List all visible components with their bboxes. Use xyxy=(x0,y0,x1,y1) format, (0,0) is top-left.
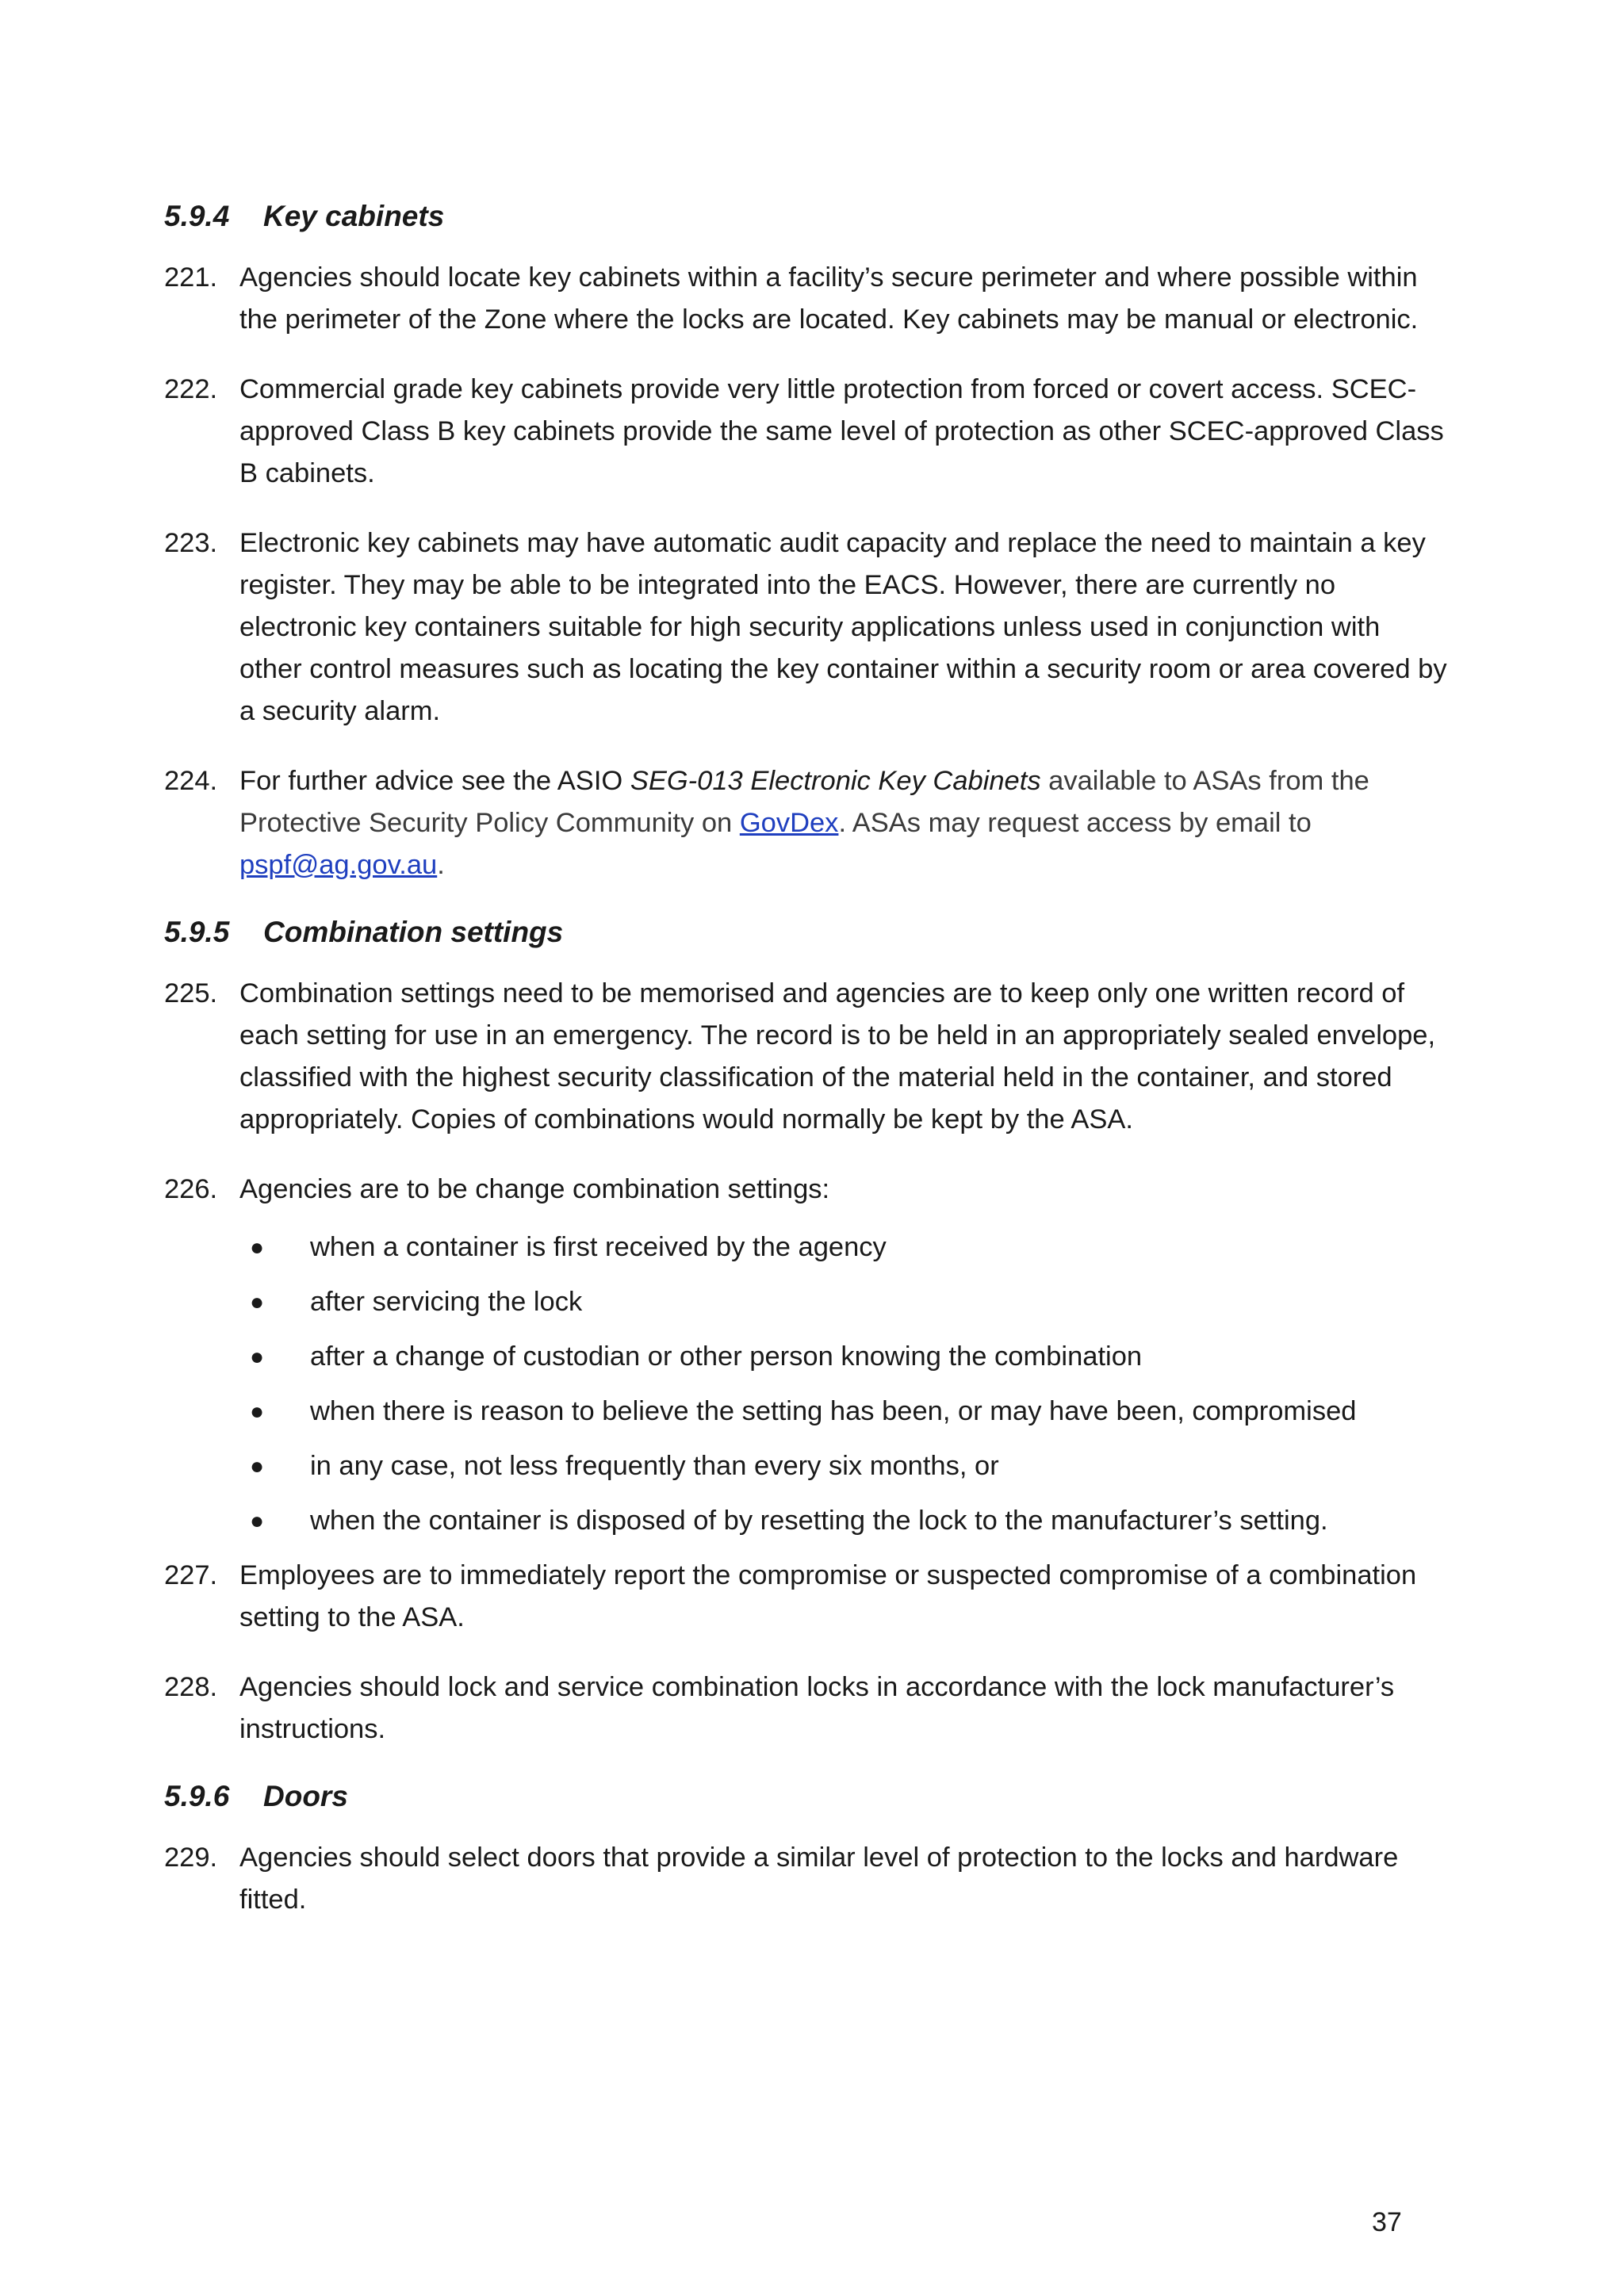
paragraph-text xyxy=(239,760,1449,886)
section-heading-doors xyxy=(164,1774,1449,1819)
section-title: Doors xyxy=(263,1780,348,1812)
paragraph-number: 221. xyxy=(164,262,218,293)
paragraph-number: 229. xyxy=(164,1843,218,1873)
list-item xyxy=(164,1281,1449,1323)
paragraph-228 xyxy=(164,1667,1449,1751)
email-link[interactable]: pspf@ag.gov.au xyxy=(239,850,438,880)
list-item xyxy=(164,1445,1449,1487)
section-title: Combination settings xyxy=(263,916,564,948)
paragraph-number: 226. xyxy=(164,1174,218,1204)
paragraph-227 xyxy=(164,1555,1449,1639)
paragraph-number: 224. xyxy=(164,766,218,796)
paragraph-222 xyxy=(164,369,1449,495)
bullet-icon: ● xyxy=(250,1508,265,1534)
list-item xyxy=(164,1336,1449,1378)
list-item-text: when there is reason to believe the setting has been, or may have been, compromised xyxy=(310,1396,1357,1426)
section-heading-combination-settings xyxy=(164,910,1449,955)
section-number: 5.9.4 xyxy=(164,200,230,232)
page-content xyxy=(164,194,1449,1921)
paragraph-221 xyxy=(164,257,1449,341)
text-segment: . xyxy=(437,850,445,880)
list-item xyxy=(164,1226,1449,1269)
paragraph-number: 223. xyxy=(164,528,218,558)
paragraph-number: 227. xyxy=(164,1560,218,1590)
list-item xyxy=(164,1391,1449,1433)
section-number: 5.9.6 xyxy=(164,1780,230,1812)
combination-change-list xyxy=(164,1226,1449,1542)
paragraph-text: Agencies should lock and service combination locks in accordance with the lock manufacturer’s instructions. xyxy=(239,1672,1395,1744)
bullet-icon: ● xyxy=(250,1234,265,1261)
paragraph-text: Agencies should select doors that provide a similar level of protection to the locks and hardware fitted. xyxy=(239,1843,1399,1915)
govdex-link[interactable]: GovDex xyxy=(739,808,839,838)
bullet-icon: ● xyxy=(250,1344,265,1370)
bullet-icon: ● xyxy=(250,1453,265,1479)
list-item-text: in any case, not less frequently than every six months, or xyxy=(310,1451,999,1481)
paragraph-text: Employees are to immediately report the compromise or suspected compromise of a combination setting to the ASA. xyxy=(239,1560,1417,1632)
list-item-text: when the container is disposed of by resetting the lock to the manufacturer’s setting. xyxy=(310,1506,1328,1536)
bullet-icon: ● xyxy=(250,1399,265,1425)
paragraph-number: 225. xyxy=(164,978,218,1008)
list-item xyxy=(164,1500,1449,1542)
text-segment: . ASAs may request access by email to xyxy=(838,808,1312,838)
list-item-text: after servicing the lock xyxy=(310,1287,583,1317)
paragraph-223 xyxy=(164,522,1449,733)
document-title-reference: SEG-013 Electronic Key Cabinets xyxy=(630,766,1041,796)
list-item-text: when a container is first received by the agency xyxy=(310,1232,887,1262)
paragraph-229 xyxy=(164,1837,1449,1921)
text-segment: For further advice see the ASIO xyxy=(239,766,630,796)
paragraph-225 xyxy=(164,973,1449,1141)
paragraph-text: Combination settings need to be memorised and agencies are to keep only one written record of each setting for use in an emergency. The record is to be held in an appropriately sealed envelope, classified with the highest security classification of the material held in the container, and stored appropriately. Copies of combinations would normally be kept by the ASA. xyxy=(239,978,1436,1135)
section-number: 5.9.5 xyxy=(164,916,230,948)
paragraph-226 xyxy=(164,1169,1449,1211)
paragraph-number: 228. xyxy=(164,1672,218,1702)
text-segment: available to ASAs from the Protective Security Policy Community on xyxy=(239,766,1369,838)
section-title: Key cabinets xyxy=(263,200,445,232)
paragraph-text: Commercial grade key cabinets provide very little protection from forced or covert access. SCEC-approved Class B key cabinets provide the same level of protection as other SCEC-approved Class B cabinets. xyxy=(239,374,1444,488)
paragraph-224 xyxy=(164,760,1449,886)
paragraph-text: Agencies should locate key cabinets within a facility’s secure perimeter and where possible within the perimeter of the Zone where the locks are located. Key cabinets may be manual or electronic. xyxy=(239,262,1419,335)
section-heading-key-cabinets xyxy=(164,194,1449,239)
paragraph-text: Agencies are to be change combination settings: xyxy=(239,1174,830,1204)
page-number: 37 xyxy=(1372,2207,1402,2237)
list-item-text: after a change of custodian or other person knowing the combination xyxy=(310,1341,1143,1372)
paragraph-text: Electronic key cabinets may have automatic audit capacity and replace the need to maintain a key register. They may be able to be integrated into the EACS. However, there are currently no electronic key containers suitable for high security applications unless used in conjunction with other control measures such as locating the key container within a security room or area covered by a security alarm. xyxy=(239,528,1447,726)
paragraph-number: 222. xyxy=(164,374,218,404)
bullet-icon: ● xyxy=(250,1289,265,1315)
